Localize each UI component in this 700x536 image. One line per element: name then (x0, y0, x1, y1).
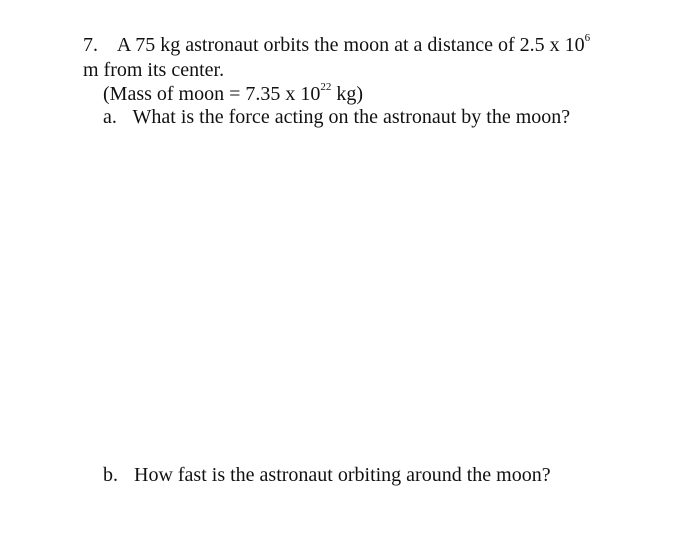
problem-line-2 (83, 58, 224, 82)
part-b-label: b. (103, 464, 118, 486)
part-a-question: What is the force acting on the astronaut by the moon? (132, 106, 571, 128)
part-b-question: How fast is the astronaut orbiting around the moon? (134, 464, 551, 486)
given-mass-line (103, 82, 363, 106)
given-mass-suffix: kg) (331, 83, 364, 105)
given-mass-prefix: (Mass of moon = 7.35 x 10 (103, 83, 321, 105)
problem-number: 7. (83, 34, 98, 56)
part-a-label: a. (103, 106, 117, 128)
part-a (103, 105, 570, 129)
problem-line-1 (83, 33, 590, 57)
distance-exponent: 6 (584, 32, 591, 45)
mass-exponent: 22 (320, 81, 332, 94)
problem-statement-continued: m from its center. (83, 59, 225, 81)
problem-statement: A 75 kg astronaut orbits the moon at a distance of 2.5 x 10 (116, 34, 585, 56)
part-b (103, 463, 551, 487)
